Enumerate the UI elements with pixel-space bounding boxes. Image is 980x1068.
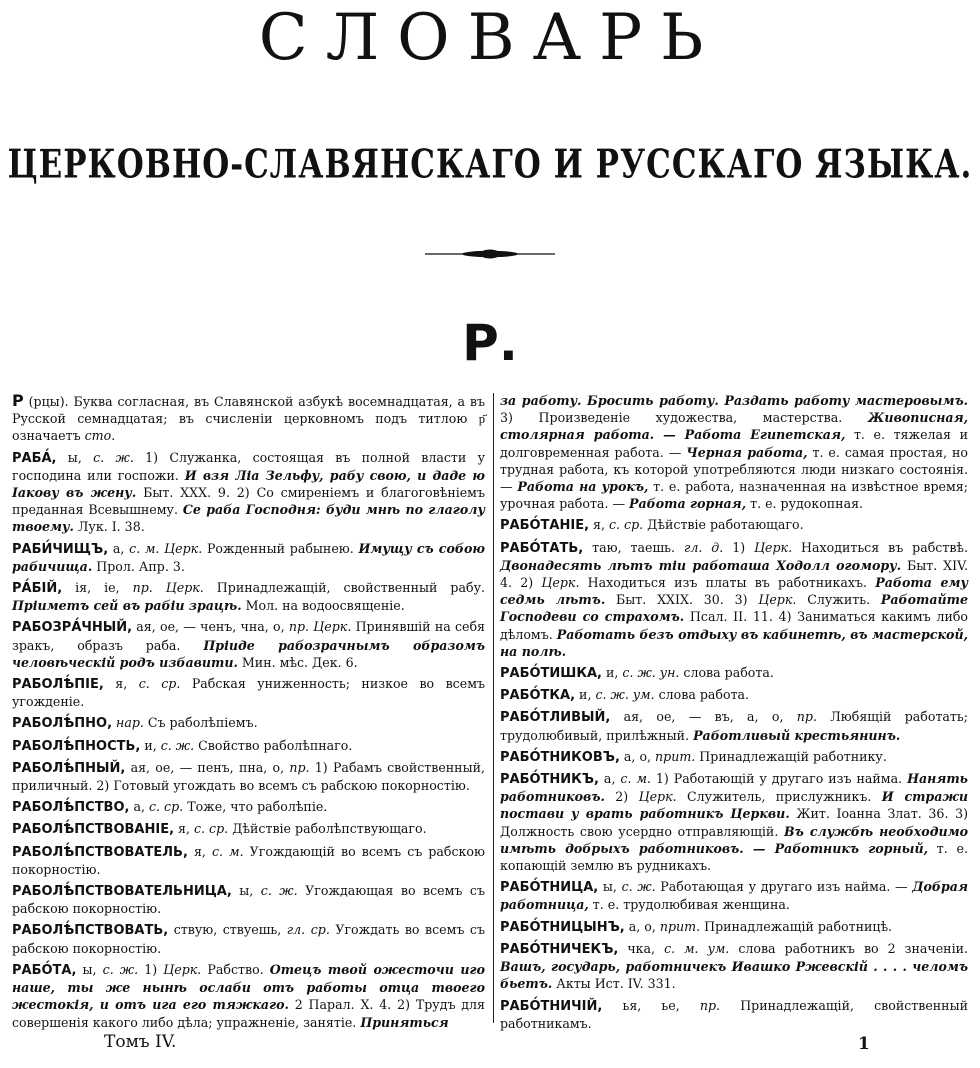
entry-headword: РАБО́ТКА, [500,688,576,704]
ornamental-divider-icon [425,249,555,259]
entry-headword: РАБО́ТАТЬ, [500,540,584,556]
entry-headword: РАБО́ТНИЦЫНЪ, [500,919,625,935]
entry-rabotishka: РАБО́ТИШКА, и, с. ж. ун. слова работа. [500,665,774,682]
entry-rabozrachny: РАБОЗРА́ЧНЫЙ, ая, ое, — ченъ, чна, о, пр. Церк. Принявшій на себя зракъ, образъ раба. Пріиде рабозрачнымъ образомъ человѣческій родъ избавити. Мин. мѣс. Дек. 6. [12,619,485,670]
entry-rabolepie: РАБОЛѢ́ПІЕ, я, с. ср. Рабская униженность; низкое во всемъ угожденіе. [12,676,485,710]
entry-rabotat: РАБО́ТАТЬ, таю, таешь. гл. д. 1) Церк. Находиться въ рабствѣ. Двонадесять лѣтъ тіи работаша Ходолл огомору. Быт. XIV. 4. 2) Церк. Находиться изъ платы въ работникахъ. Работа ему седмь лѣтъ. Быт. XXIX. 30. 3) Церк. Служить. Работайте Господеви со страхомъ. Псал. II. 11. 4) Заниматься какимъ либо дѣломъ. Работать безъ отдыху въ кабинетѣ, въ мастерской, на полѣ. [500,539,969,659]
entry-headword: РАБОЛѢ́ПСТВОВАТЕЛЬНИЦА, [12,884,232,900]
page-number: 1 [858,1034,870,1054]
entry-r: Р (рцы). Буква согласная, въ Славянской азбукѣ восемнадцатая, а въ Русской семнадцатая; въ счисленіи церковномъ подъ титлою р҃ означаетъ сто. [12,391,485,444]
entry-headword: РАБОЛѢ́ПСТВОВАНІЕ, [12,822,175,838]
entry-rabolepno: РАБОЛѢ́ПНО, нар. Съ раболѣпіемъ. [12,715,258,732]
entry-rabolepstvo: РАБОЛѢ́ПСТВО, а, с. ср. Тоже, что раболѣпіе. [12,799,328,816]
entry-rabotanie: РАБО́ТАНІЕ, я, с. ср. Дѣйствіе работающаго. [500,517,804,534]
entry-rabotlivy: РАБО́ТЛИВЫЙ, ая, ое, — въ, а, о, пр. Любящій работать; трудолюбивый, прилѣжный. Работливый крестьянинъ. [500,709,968,743]
entry-headword: РАБОЛѢ́ПСТВО, [12,800,130,816]
entry-rabolepny: РАБОЛѢ́ПНЫЙ, ая, ое, — пенъ, пна, о, пр. 1) Рабамъ свойственный, приличный. 2) Готовый угождать во всемъ съ рабскою покорностію. [12,759,485,794]
entry-headword: РАБОЛѢ́ПІЕ, [12,677,104,693]
entry-rabolepstvovatelnitsa: РАБОЛѢ́ПСТВОВАТЕЛЬНИЦА, ы, с. ж. Угождающая во всемъ съ рабскою покорностію. [12,883,485,917]
column-rule [493,393,494,1023]
entry-headword: РАБО́ТНИЧІЙ, [500,998,603,1014]
entry-headword: РАБО́ТЛИВЫЙ, [500,710,611,726]
entry-rabotnichiy: РАБО́ТНИЧІЙ, ья, ье, пр. Принадлежащій, свойственный работникамъ. [500,997,968,1031]
entry-rabotnitsa: РАБО́ТНИЦА, ы, с. ж. Работающая у другаго изъ найма. — Добрая работница, т. е. трудолюбивая женщина. [500,879,968,913]
entry-rabolepnost: РАБОЛѢ́ПНОСТЬ, и, с. ж. Свойство раболѣпнаго. [12,737,353,754]
volume-label: Томъ IV. [104,1032,177,1052]
entry-rabolepstvovat: РАБОЛѢ́ПСТВОВАТЬ, ствую, ствуешь, гл. ср. Угождать во всемъ съ рабскою покорностію. [12,922,485,956]
entry-headword: РАБОЛѢ́ПНО, [12,716,113,732]
page-title: СЛОВАРЬ [258,1,722,75]
entry-headword: РАБО́ТА, [12,962,77,978]
entry-rabolepstvovatel: РАБОЛѢ́ПСТВОВАТЕЛЬ, я, с. м. Угождающій во всемъ съ рабскою покорностію. [12,843,485,877]
entry-rabichishch: РАБИ́ЧИЩЪ, а, с. м. Церк. Рожденный рабынею. Имущу съ собою рабичища. Прол. Апр. 3. [12,540,485,574]
entry-raba: РАБА́, ы, с. ж. 1) Служанка, состоящая въ полной власти у господина или госпожи. И взя Ліа Зельфу, рабу свою, и даде ю Іакову въ жену. Быт. XXX. 9. 2) Со смиреніемъ и благоговѣніемъ преданная Всевышнему. Се раба Господня: буди мнѣ по глаголу твоему. Лук. I. 38. [12,449,486,535]
entry-headword: РАБО́ТНИЧЕКЪ, [500,941,619,957]
entry-headword: РА́БІЙ, [12,581,63,597]
entry-rabotka: РАБО́ТКА, и, с. ж. ум. слова работа. [500,687,750,704]
entry-rabiy: РА́БІЙ, ія, іе, пр. Церк. Принадлежащій, свойственный рабу. Пріиметъ сей въ рабіи зрацѣ. Мол. на водоосвященіе. [12,580,485,614]
entry-headword: РАБОЗРА́ЧНЫЙ, [12,620,133,636]
entry-rabotnikov: РАБО́ТНИКОВЪ, а, о, прит. Принадлежащій работнику. [500,748,887,765]
entry-headword: РАБО́ТНИКЪ, [500,772,599,788]
entry-headword: РАБОЛѢ́ПСТВОВАТЬ, [12,923,169,939]
entry-headword: Р [12,391,24,410]
entry-headword: РАБО́ТНИКОВЪ, [500,749,620,765]
left-column [12,392,485,1035]
entry-headword: РАБА́, [12,450,57,466]
entry-headword: РАБИ́ЧИЩЪ, [12,541,109,557]
entry-headword: РАБО́ТИШКА, [500,666,602,682]
right-column [500,392,968,1036]
entry-rabolepstvovanie: РАБОЛѢ́ПСТВОВАНІЕ, я, с. ср. Дѣйствіе раболѣпствующаго. [12,821,427,838]
section-letter: Р. [462,314,518,372]
entry-headword: РАБОЛѢ́ПНЫЙ, [12,760,126,776]
entry-rabotnichek: РАБО́ТНИЧЕКЪ, чка, с. м. ум. слова работникъ во 2 значеніи. Вашъ, государь, работничекъ Ивашко Ржевскій . . . . челомъ бьетъ. Акты Ист. IV. 331. [500,940,968,992]
entry-rabota-continued: за работу. Бросить работу. Раздать работу мастеровымъ. 3) Произведеніе художества, мастерства. Живописная, столярная работа. — Работа Египетская, т. е. тяжелая и долговременная работа. — Черная работа, т. е. самая простая, но трудная работа, къ которой употребляются люди низкаго состоянія. — Работа на урокъ, т. е. работа, назначенная на извѣстное время; урочная работа. — Работа горная, т. е. рудокопная. [500,393,968,512]
entry-rabotnitsyn: РАБО́ТНИЦЫНЪ, а, о, прит. Принадлежащій работницѣ. [500,918,893,935]
entry-headword: РАБОЛѢ́ПСТВОВАТЕЛЬ, [12,844,188,860]
entry-rabotnik: РАБО́ТНИКЪ, а, с. м. 1) Работающій у другаго изъ найма. Нанять работниковъ. 2) Церк. Служитель, прислужникъ. И стражи постави у врать работникъ Церкви. Жит. Іоанна Злат. 36. 3) Должность свою усердно отправляющій. Въ службѣ необходимо имѣть добрыхъ работниковъ. — Работникъ горный, т. е. копающій землю въ рудникахъ. [500,771,968,874]
page-subtitle: ЦЕРКОВНО-СЛАВЯНСКАГО И РУССКАГО ЯЗЫКА. [7,141,973,188]
entry-headword: РАБОЛѢ́ПНОСТЬ, [12,738,141,754]
entry-rabota: РАБО́ТА, ы, с. ж. 1) Церк. Рабство. Отецъ твой ожесточи иго наше, ты же нынѣ ослаби отъ работы отца твоего жестокія, и отъ ига его тяжкаго. 2 Парал. X. 4. 2) Трудъ для совершенія какого либо дѣла; упражненіе, занятіе. Приняться [12,961,485,1030]
entry-headword: РАБО́ТНИЦА, [500,880,599,896]
entry-headword: РАБО́ТАНІЕ, [500,518,590,534]
titlo-glyph: р҃ [478,411,485,427]
